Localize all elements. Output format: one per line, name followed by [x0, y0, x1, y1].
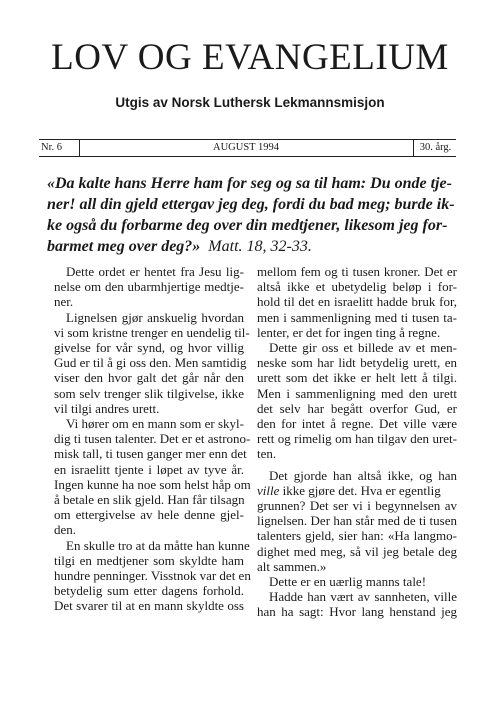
text-line: nelse om den ubarmhjertige medtje- [54, 279, 244, 295]
issue-date: AUGUST 1994 [212, 142, 280, 153]
text-line: det selv har begått overfor Gud, er [257, 400, 457, 416]
text-line: Det svarer til at en mann skyldte oss [54, 598, 244, 614]
scripture-quote [47, 173, 457, 257]
text-line: hundre penninger. Visstnok var det en [54, 568, 251, 584]
text-line: Dette ordet er hentet fra Jesu lig- [66, 264, 244, 279]
text-line: om ettergivelse av hele denne gjel- [54, 507, 244, 523]
text-line: han ha sagt: Hvor lang henstand jeg [257, 604, 457, 620]
text-line: neske som har lidt betydelig urett, en [257, 355, 457, 371]
text-line: som selv trenger slik tilgivelse, ikke [54, 385, 244, 401]
masthead-title: LOV OG EVANGELIUM [51, 37, 449, 78]
text-line: dighet med meg, så vil jeg betale deg [257, 543, 457, 559]
text-line: En skulle tro at da måtte han kunne [66, 537, 250, 553]
text-line: Dette gir oss et billede av et men- [269, 340, 457, 356]
text-fragment: ikke gjøre det. Hva er egentlig [279, 482, 441, 498]
text-line: talenters gjeld, sier han: «Ha langmo- [257, 528, 457, 544]
text-line: vil tilgi andres urett. [54, 400, 160, 416]
emphasized-word: ville [257, 482, 280, 498]
issue-info-bar [39, 139, 456, 157]
text-line: hold til det en israelitt hadde bruk for, [257, 294, 457, 310]
text-line: givelse for vår synd, og hvor villig [54, 340, 244, 356]
quote-line: ke også du forbarme deg over din medtjener, likesom jeg for- [47, 217, 448, 234]
text-line: Ingen kunne ha noe som helst håp om [54, 476, 251, 492]
text-line: altså ikke et ubetydelig beløp i for- [257, 279, 457, 295]
text-line: den. [54, 522, 77, 538]
text-line: urett som det ikke er helt lett å tilgi. [257, 370, 457, 386]
text-line: ten. [257, 446, 277, 462]
text-line: Det gjorde han altså ikke, og han [269, 467, 457, 483]
text-line: vi som kristne trenger en uendelig til- [54, 324, 250, 340]
text-line: Hadde han vært av sannheten, ville [269, 589, 457, 605]
issue-number: Nr. 6 [41, 140, 80, 156]
text-line: mellom fem og ti tusen kroner. Det er [257, 264, 457, 279]
text-line: betydelig sum etter dagens forhold. [54, 583, 244, 599]
text-line-mixed [257, 483, 457, 498]
text-line: alt sammen.» [257, 558, 327, 574]
text-line: Men i sammenligning med den urett [257, 385, 457, 401]
text-line: en israelitt tjente i løpet av tyve år. [54, 461, 244, 477]
quote-line: «Da kalte hans Herre ham for seg og sa til ham: Du onde tje- [47, 175, 452, 192]
text-line: lignelsen. Der han står med de ti tusen [257, 513, 457, 529]
article-column-left [54, 264, 251, 614]
quote-line-last [47, 236, 457, 257]
text-line: Gud er til å gi oss den. Men samtidig [54, 355, 247, 371]
text-line: grunnen? Det ser vi i begynnelsen av [257, 498, 457, 514]
text-line: tilgi en medtjener som skyldte ham [54, 552, 244, 568]
text-line: viser den hvor galt det går når den [54, 370, 244, 386]
text-line: dig ti tusen talenter. Det er et astrono- [54, 431, 251, 447]
text-line: Lignelsen gjør anskuelig hvordan [66, 309, 244, 325]
text-line: men i sammenligning med ti tusen ta- [257, 309, 457, 325]
masthead-subtitle: Utgis av Norsk Luthersk Lekmannsmisjon [115, 95, 385, 110]
text-line: rett og rimelig om han tilgav den uret- [257, 431, 457, 447]
volume-year: 30. årg. [413, 140, 457, 156]
quote-line: ner! all din gjeld ettergav jeg deg, fordi du bad meg; burde ik- [47, 196, 455, 213]
scripture-reference: Matt. 18, 32-33. [208, 238, 312, 255]
text-line: ner. [54, 294, 74, 310]
text-line: den for intet å regne. Det ville være [257, 416, 457, 432]
text-line: Dette er en uærlig manns tale! [269, 574, 427, 590]
quote-line-text: barmet meg over deg?» [47, 238, 201, 255]
text-line: lenter, er det for ingen ting å regne. [257, 324, 441, 340]
article-column-right [257, 264, 457, 620]
text-line: misk tall, ti tusen ganger mer enn det [54, 446, 247, 462]
text-line: å betale en slik gjeld. Han får tilsagn [54, 492, 245, 508]
text-line: Vi hører om en mann som er skyl- [66, 416, 244, 432]
